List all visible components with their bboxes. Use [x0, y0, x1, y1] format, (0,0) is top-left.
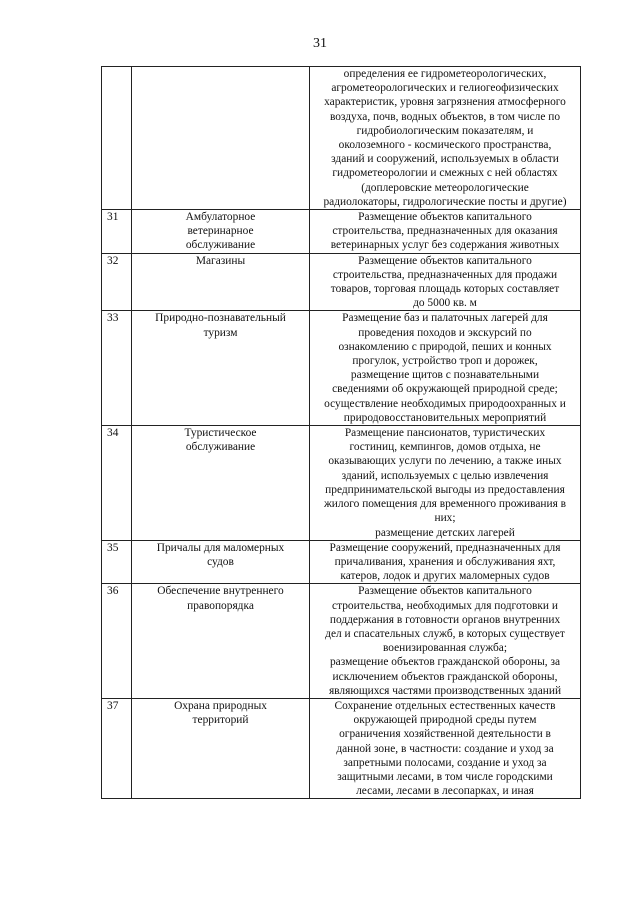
table-row	[102, 210, 581, 254]
page-number: 31	[313, 36, 327, 51]
usage-type: Амбулаторное ветеринарное обслуживание	[185, 211, 256, 252]
table-row	[102, 540, 581, 584]
usage-description: определения ее гидрометеорологических, агрометеорологических и гелиогеофизических характеристик, уровня загрязнения атмосферного воздуха, почв, водных объектов, в том числе по гидробиологическим показателям, и околоземного - космического пространства, зданий и сооружений, используемых в области гидрометеорологии и смежных с ней областях (доплеровские метеорологические радиолокаторы, гидрологические посты и другие)	[323, 68, 567, 208]
table-row	[102, 253, 581, 311]
row-number-cell	[102, 210, 132, 254]
usage-type-cell	[132, 584, 310, 699]
usage-type: Охрана природных территорий	[174, 699, 267, 727]
usage-description-cell	[310, 426, 581, 541]
usage-description-cell	[310, 210, 581, 254]
row-number: 35	[107, 541, 119, 554]
usage-type-cell	[132, 698, 310, 798]
usage-description-cell	[310, 253, 581, 311]
row-number: 33	[107, 312, 119, 325]
usage-type: Обеспечение внутреннего правопорядка	[157, 585, 284, 612]
usage-type-cell	[132, 540, 310, 584]
usage-description: Размещение баз и палаточных лагерей для проведения походов и экскурсий по ознакомлению с природой, пеших и конных прогулок, устройство троп и дорожек, размещение щитов с познавательными сведениями об окружающей природной среде; осуществление необходимых природоохранных и природовосстановительных мероприятий	[324, 312, 566, 424]
usage-description-cell	[310, 311, 581, 426]
usage-description: Размещение объектов капитального строительства, необходимых для подготовки и поддержания в готовности органов внутренних дел и спасательных служб, в которых существует военизированная служба; размещение объектов гражданской обороны, за исключением объектов гражданской обороны, являющихся частями производственных зданий	[325, 585, 565, 697]
usage-type: Причалы для маломерных судов	[156, 541, 285, 568]
row-number-cell	[102, 253, 132, 311]
row-number: 32	[107, 254, 119, 267]
usage-description: Размещение сооружений, предназначенных для причаливания, хранения и обслуживания яхт, катеров, лодок и других маломерных судов	[329, 541, 561, 583]
row-number-cell	[102, 67, 132, 210]
table-body	[102, 67, 581, 799]
table-row	[102, 584, 581, 699]
row-number: 31	[107, 211, 119, 224]
usage-description-cell	[310, 698, 581, 798]
usage-type-cell	[132, 210, 310, 254]
table-row	[102, 67, 581, 210]
row-number-cell	[102, 311, 132, 426]
usage-type: Магазины	[195, 254, 246, 267]
row-number: 36	[107, 585, 119, 598]
usage-description: Размещение объектов капитального строительства, предназначенных для оказания ветеринарных услуг без содержания животных	[330, 211, 560, 252]
row-number-cell	[102, 698, 132, 798]
table-row	[102, 426, 581, 541]
row-number-cell	[102, 540, 132, 584]
usage-description: Размещение объектов капитального строительства, предназначенных для продажи товаров, торговая площадь которых составляет до 5000 кв. м	[330, 254, 560, 310]
usage-description-cell	[310, 584, 581, 699]
usage-description: Сохранение отдельных естественных качеств окружающей природной среды путем ограничения хозяйственной деятельности в данной зоне, в частности: создание и уход за запретными полосами, создание и уход за защитными лесами, в том числе городскими лесами, лесами в лесопарках, и иная	[334, 699, 556, 798]
usage-description: Размещение пансионатов, туристических гостиниц, кемпингов, домов отдыха, не оказывающих услуги по лечению, а также иных зданий, используемых с целью извлечения предпринимательской выгоды из предоставления жилого помещения для временного проживания в них; размещение детских лагерей	[323, 427, 567, 539]
usage-description-cell	[310, 540, 581, 584]
table-row	[102, 311, 581, 426]
usage-type-cell	[132, 67, 310, 210]
row-number: 37	[107, 699, 119, 712]
usage-type-cell	[132, 253, 310, 311]
usage-description-cell	[310, 67, 581, 210]
usage-type-cell	[132, 426, 310, 541]
row-number: 34	[107, 427, 119, 440]
row-number-cell	[102, 426, 132, 541]
row-number-cell	[102, 584, 132, 699]
land-use-table	[101, 66, 581, 799]
table-row	[102, 698, 581, 798]
usage-type-cell	[132, 311, 310, 426]
usage-type: Туристическое обслуживание	[184, 427, 257, 454]
usage-type: Природно-познавательный туризм	[155, 312, 286, 339]
